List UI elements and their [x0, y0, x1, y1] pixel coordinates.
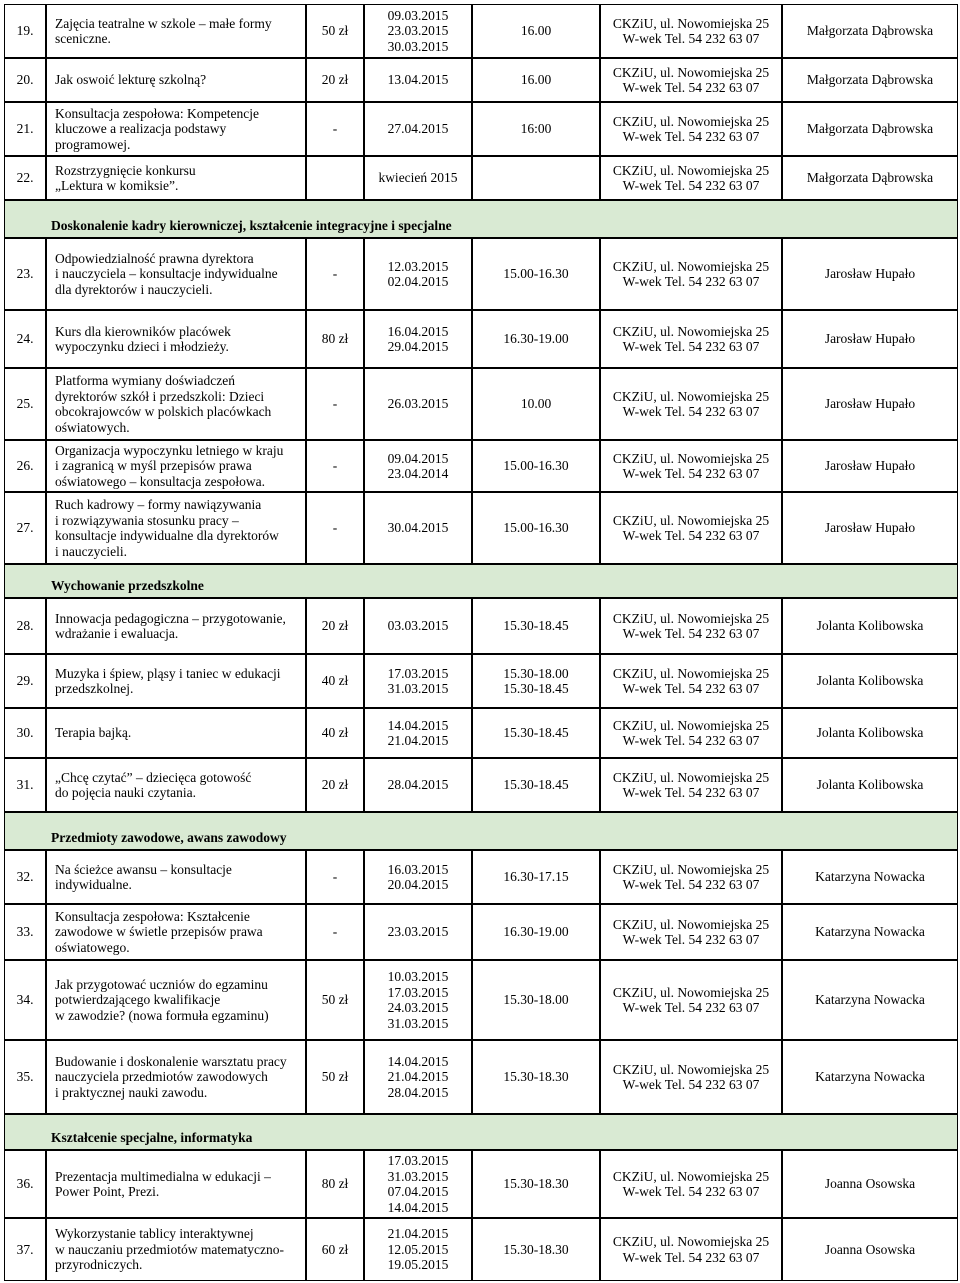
course-fee-text: 80 zł	[321, 1176, 349, 1192]
course-title-text: Kurs dla kierowników placówek wypoczynku dzieci i młodzieży.	[55, 323, 231, 354]
course-fee	[306, 1218, 364, 1281]
course-place-text: CKZiU, ul. Nowomiejska 25 W-wek Tel. 54 232 63 07	[612, 113, 770, 144]
course-fee-text: 20 zł	[321, 618, 349, 634]
course-dates-text: 30.04.2015	[387, 520, 449, 536]
course-place	[600, 1150, 782, 1218]
course-time	[472, 708, 600, 758]
course-fee-text: -	[332, 121, 338, 137]
course-place	[600, 960, 782, 1040]
course-place-text: CKZiU, ul. Nowomiejska 25 W-wek Tel. 54 232 63 07	[612, 984, 770, 1015]
course-dates	[364, 960, 472, 1040]
course-fee	[306, 4, 364, 58]
section-header	[4, 564, 958, 598]
row-number	[4, 156, 46, 200]
row-number	[4, 102, 46, 156]
course-title	[46, 1040, 306, 1114]
row-number	[4, 238, 46, 310]
course-fee	[306, 102, 364, 156]
course-place	[600, 492, 782, 564]
course-time-text: 15.30-18.30	[503, 1069, 569, 1085]
course-fee-text: 50 zł	[321, 992, 349, 1008]
course-leader	[782, 440, 958, 492]
course-dates-text: 28.04.2015	[387, 777, 449, 793]
row-number-text: 21.	[16, 121, 34, 137]
course-time-text: 16:00	[520, 121, 552, 137]
course-fee-text: -	[332, 869, 338, 885]
course-time-text: 15.00-16.30	[503, 266, 569, 282]
row-number	[4, 58, 46, 102]
course-time-text: 16.30-19.00	[503, 924, 569, 940]
course-place-text: CKZiU, ul. Nowomiejska 25 W-wek Tel. 54 232 63 07	[612, 665, 770, 696]
course-title	[46, 654, 306, 708]
course-title	[46, 850, 306, 904]
course-place	[600, 598, 782, 654]
course-place-text: CKZiU, ul. Nowomiejska 25 W-wek Tel. 54 232 63 07	[612, 388, 770, 419]
course-fee	[306, 492, 364, 564]
course-fee-text: -	[332, 520, 338, 536]
course-place	[600, 708, 782, 758]
course-leader-text: Joanna Osowska	[824, 1176, 916, 1192]
course-title-text: Wykorzystanie tablicy interaktywnej w nauczaniu przedmiotów matematyczno- przyrodniczych.	[55, 1226, 285, 1273]
course-title-text: Ruch kadrowy – formy nawiązywania i rozwiązywania stosunku pracy – konsultacje indywidualne dla dyrektorów i nauczycieli.	[55, 497, 279, 559]
course-dates-text: 17.03.2015 31.03.2015 07.04.2015 14.04.2015	[387, 1153, 449, 1215]
course-leader-text: Jolanta Kolibowska	[816, 777, 924, 793]
course-dates-text: 09.03.2015 23.03.2015 30.03.2015	[387, 7, 449, 54]
course-dates	[364, 492, 472, 564]
course-leader-text: Katarzyna Nowacka	[815, 924, 925, 940]
course-fee-text: -	[332, 266, 338, 282]
course-fee	[306, 58, 364, 102]
course-fee-text: 80 zł	[321, 331, 349, 347]
course-title-text: Innowacja pedagogiczna – przygotowanie, wdrażanie i ewaluacja.	[55, 610, 286, 641]
row-number	[4, 598, 46, 654]
course-title-text: Na ścieżce awansu – konsultacje indywidualne.	[55, 861, 232, 892]
course-leader	[782, 492, 958, 564]
course-leader	[782, 58, 958, 102]
course-title	[46, 904, 306, 960]
course-fee	[306, 1150, 364, 1218]
course-leader-text: Małgorzata Dąbrowska	[806, 23, 934, 39]
course-leader-text: Jarosław Hupało	[824, 266, 916, 282]
row-number-text: 27.	[16, 520, 34, 536]
course-dates	[364, 4, 472, 58]
section-header	[4, 1114, 958, 1150]
course-dates	[364, 904, 472, 960]
course-dates	[364, 156, 472, 200]
row-number-text: 25.	[16, 396, 34, 412]
course-time-text: 15.30-18.45	[503, 618, 569, 634]
course-time	[472, 310, 600, 368]
course-leader-text: Jarosław Hupało	[824, 520, 916, 536]
course-dates	[364, 708, 472, 758]
course-place	[600, 58, 782, 102]
course-leader	[782, 904, 958, 960]
course-leader	[782, 156, 958, 200]
course-time	[472, 598, 600, 654]
course-dates	[364, 58, 472, 102]
course-dates	[364, 1150, 472, 1218]
course-time	[472, 156, 600, 200]
course-leader	[782, 654, 958, 708]
row-number-text: 30.	[16, 725, 34, 741]
row-number	[4, 492, 46, 564]
course-title	[46, 156, 306, 200]
course-place-text: CKZiU, ul. Nowomiejska 25 W-wek Tel. 54 232 63 07	[612, 769, 770, 800]
course-fee-text: 40 zł	[321, 673, 349, 689]
course-time-text: 15.30-18.30	[503, 1176, 569, 1192]
course-dates-text: 23.03.2015	[387, 924, 449, 940]
course-fee	[306, 850, 364, 904]
course-fee	[306, 708, 364, 758]
course-dates-text: 10.03.2015 17.03.2015 24.03.2015 31.03.2015	[387, 969, 449, 1031]
course-fee	[306, 960, 364, 1040]
course-time-text: 15.30-18.00	[503, 992, 569, 1008]
course-title	[46, 960, 306, 1040]
course-place	[600, 310, 782, 368]
course-place	[600, 238, 782, 310]
row-number	[4, 850, 46, 904]
course-time-text: 10.00	[520, 396, 552, 412]
course-fee	[306, 310, 364, 368]
course-leader	[782, 102, 958, 156]
course-leader-text: Katarzyna Nowacka	[815, 869, 925, 885]
course-place-text: CKZiU, ul. Nowomiejska 25 W-wek Tel. 54 232 63 07	[612, 861, 770, 892]
course-fee-text: -	[332, 458, 338, 474]
course-dates	[364, 654, 472, 708]
course-title	[46, 758, 306, 812]
course-time	[472, 440, 600, 492]
course-dates-text: 14.04.2015 21.04.2015 28.04.2015	[387, 1053, 449, 1100]
course-title-text: Organizacja wypoczynku letniego w kraju i zagranicą w myśl przepisów prawa oświatowego – konsultacja zespołowa.	[55, 442, 284, 489]
course-leader	[782, 1218, 958, 1281]
section-header	[4, 812, 958, 850]
course-leader	[782, 1150, 958, 1218]
course-fee	[306, 758, 364, 812]
course-place	[600, 102, 782, 156]
course-leader-text: Jarosław Hupało	[824, 331, 916, 347]
course-time-text: 15.00-16.30	[503, 458, 569, 474]
course-place-text: CKZiU, ul. Nowomiejska 25 W-wek Tel. 54 232 63 07	[612, 512, 770, 543]
course-fee-text: -	[332, 924, 338, 940]
course-place	[600, 1218, 782, 1281]
course-place	[600, 654, 782, 708]
course-dates-text: 12.03.2015 02.04.2015	[387, 258, 449, 289]
row-number-text: 33.	[16, 924, 34, 940]
course-title-text: Rozstrzygnięcie konkursu „Lektura w komiksie”.	[55, 162, 196, 193]
course-place	[600, 1040, 782, 1114]
course-time	[472, 58, 600, 102]
course-leader-text: Jolanta Kolibowska	[816, 673, 924, 689]
course-time	[472, 904, 600, 960]
course-place-text: CKZiU, ul. Nowomiejska 25 W-wek Tel. 54 232 63 07	[612, 1234, 770, 1265]
row-number	[4, 310, 46, 368]
course-title	[46, 310, 306, 368]
row-number	[4, 758, 46, 812]
course-fee	[306, 1040, 364, 1114]
course-leader-text: Małgorzata Dąbrowska	[806, 72, 934, 88]
course-time	[472, 654, 600, 708]
course-fee-text: -	[332, 396, 338, 412]
course-leader	[782, 758, 958, 812]
course-place-text: CKZiU, ul. Nowomiejska 25 W-wek Tel. 54 232 63 07	[612, 1061, 770, 1092]
course-title-text: Jak przygotować uczniów do egzaminu potwierdzającego kwalifikacje w zawodzie? (nowa formuła egzaminu)	[55, 976, 269, 1023]
course-time	[472, 1040, 600, 1114]
row-number-text: 26.	[16, 458, 34, 474]
course-place-text: CKZiU, ul. Nowomiejska 25 W-wek Tel. 54 232 63 07	[612, 450, 770, 481]
course-fee-text: 60 zł	[321, 1241, 349, 1257]
course-time	[472, 960, 600, 1040]
course-dates	[364, 368, 472, 440]
course-time	[472, 758, 600, 812]
course-title-text: Terapia bajką.	[55, 725, 132, 741]
course-title	[46, 708, 306, 758]
course-dates-text: 16.03.2015 20.04.2015	[387, 861, 449, 892]
course-fee	[306, 156, 364, 200]
course-dates-text: 17.03.2015 31.03.2015	[387, 665, 449, 696]
course-dates-text: 26.03.2015	[387, 396, 449, 412]
course-dates	[364, 1040, 472, 1114]
course-leader-text: Jarosław Hupało	[824, 396, 916, 412]
course-place	[600, 850, 782, 904]
course-place-text: CKZiU, ul. Nowomiejska 25 W-wek Tel. 54 232 63 07	[612, 610, 770, 641]
course-title-text: „Chcę czytać” – dziecięca gotowość do pojęcia nauki czytania.	[55, 769, 252, 800]
course-fee-text: 20 zł	[321, 777, 349, 793]
course-title	[46, 1150, 306, 1218]
course-title-text: Prezentacja multimedialna w edukacji – Power Point, Prezi.	[55, 1168, 271, 1199]
row-number	[4, 1040, 46, 1114]
row-number-text: 31.	[16, 777, 34, 793]
course-time-text: 16.00	[520, 72, 552, 88]
course-title-text: Odpowiedzialność prawna dyrektora i nauczyciela – konsultacje indywidualne dla dyrektorów i nauczycieli.	[55, 250, 278, 297]
course-fee	[306, 368, 364, 440]
course-place-text: CKZiU, ul. Nowomiejska 25 W-wek Tel. 54 232 63 07	[612, 64, 770, 95]
course-title	[46, 4, 306, 58]
course-place	[600, 4, 782, 58]
course-dates	[364, 850, 472, 904]
course-time-text: 15.30-18.45	[503, 777, 569, 793]
course-place-text: CKZiU, ul. Nowomiejska 25 W-wek Tel. 54 232 63 07	[612, 717, 770, 748]
course-leader	[782, 238, 958, 310]
course-place	[600, 440, 782, 492]
course-title-text: Platforma wymiany doświadczeń dyrektorów szkół i przedszkoli: Dzieci obcokrajowców w polskich placówkach oświatowych.	[55, 373, 272, 435]
course-time	[472, 850, 600, 904]
course-title-text: Konsultacja zespołowa: Kompetencje kluczowe a realizacja podstawy programowej.	[55, 105, 259, 152]
course-time-text: 16.30-17.15	[503, 869, 569, 885]
row-number	[4, 440, 46, 492]
course-time	[472, 4, 600, 58]
course-time-text: 15.30-18.45	[503, 725, 569, 741]
course-time-text: 16.30-19.00	[503, 331, 569, 347]
course-dates-text: 09.04.2015 23.04.2014	[387, 450, 449, 481]
course-time	[472, 1150, 600, 1218]
course-fee-text: 50 zł	[321, 1069, 349, 1085]
course-place	[600, 368, 782, 440]
course-time	[472, 238, 600, 310]
course-leader	[782, 368, 958, 440]
course-fee	[306, 598, 364, 654]
row-number-text: 37.	[16, 1241, 34, 1257]
course-dates	[364, 598, 472, 654]
course-time	[472, 102, 600, 156]
course-dates	[364, 238, 472, 310]
course-place-text: CKZiU, ul. Nowomiejska 25 W-wek Tel. 54 232 63 07	[612, 162, 770, 193]
course-leader	[782, 960, 958, 1040]
course-dates	[364, 758, 472, 812]
course-time-text: 15.00-16.30	[503, 520, 569, 536]
course-dates-text: 14.04.2015 21.04.2015	[387, 717, 449, 748]
course-leader-text: Katarzyna Nowacka	[815, 992, 925, 1008]
row-number-text: 24.	[16, 331, 34, 347]
row-number-text: 28.	[16, 618, 34, 634]
row-number	[4, 904, 46, 960]
row-number	[4, 1218, 46, 1281]
section-header-text: Kształcenie specjalne, informatyka	[51, 1129, 253, 1145]
row-number	[4, 708, 46, 758]
course-dates-text: 13.04.2015	[387, 72, 449, 88]
course-place-text: CKZiU, ul. Nowomiejska 25 W-wek Tel. 54 232 63 07	[612, 916, 770, 947]
course-fee	[306, 238, 364, 310]
section-header	[4, 200, 958, 238]
course-title	[46, 102, 306, 156]
course-place-text: CKZiU, ul. Nowomiejska 25 W-wek Tel. 54 232 63 07	[612, 15, 770, 46]
course-leader-text: Jolanta Kolibowska	[816, 618, 924, 634]
row-number-text: 22.	[16, 170, 34, 186]
course-time-text: 16.00	[520, 23, 552, 39]
course-fee-text: 40 zł	[321, 725, 349, 741]
row-number	[4, 960, 46, 1040]
course-dates-text: 16.04.2015 29.04.2015	[387, 323, 449, 354]
course-place	[600, 156, 782, 200]
course-fee	[306, 654, 364, 708]
row-number	[4, 654, 46, 708]
course-title-text: Zajęcia teatralne w szkole – małe formy sceniczne.	[55, 15, 272, 46]
course-time	[472, 368, 600, 440]
course-dates	[364, 310, 472, 368]
course-dates-text: 27.04.2015	[387, 121, 449, 137]
course-dates	[364, 102, 472, 156]
course-fee	[306, 904, 364, 960]
course-title	[46, 598, 306, 654]
row-number-text: 23.	[16, 266, 34, 282]
course-title	[46, 238, 306, 310]
course-time-text: 15.30-18.00 15.30-18.45	[503, 665, 569, 696]
course-time-text: 15.30-18.30	[503, 1241, 569, 1257]
course-title	[46, 492, 306, 564]
course-leader-text: Katarzyna Nowacka	[815, 1069, 925, 1085]
course-leader	[782, 1040, 958, 1114]
course-place-text: CKZiU, ul. Nowomiejska 25 W-wek Tel. 54 232 63 07	[612, 258, 770, 289]
row-number-text: 34.	[16, 992, 34, 1008]
course-leader-text: Małgorzata Dąbrowska	[806, 170, 934, 186]
course-dates-text: 03.03.2015	[387, 618, 449, 634]
course-title	[46, 1218, 306, 1281]
row-number-text: 36.	[16, 1176, 34, 1192]
row-number-text: 29.	[16, 673, 34, 689]
course-title	[46, 440, 306, 492]
row-number-text: 19.	[16, 23, 34, 39]
section-header-text: Wychowanie przedszkolne	[51, 577, 204, 593]
course-leader	[782, 850, 958, 904]
course-fee	[306, 440, 364, 492]
course-leader	[782, 708, 958, 758]
row-number-text: 32.	[16, 869, 34, 885]
row-number	[4, 1150, 46, 1218]
course-title	[46, 368, 306, 440]
course-place	[600, 904, 782, 960]
course-time	[472, 1218, 600, 1281]
course-time	[472, 492, 600, 564]
course-place-text: CKZiU, ul. Nowomiejska 25 W-wek Tel. 54 232 63 07	[612, 323, 770, 354]
course-place	[600, 758, 782, 812]
section-header-text: Przedmioty zawodowe, awans zawodowy	[51, 829, 287, 845]
course-leader	[782, 4, 958, 58]
course-title-text: Budowanie i doskonalenie warsztatu pracy nauczyciela przedmiotów zawodowych i praktycznej nauki zawodu.	[55, 1053, 287, 1100]
section-header-text: Doskonalenie kadry kierowniczej, kształcenie integracyjne i specjalne	[51, 217, 452, 233]
course-dates-text: kwiecień 2015	[378, 170, 458, 186]
row-number-text: 20.	[16, 72, 34, 88]
course-dates-text: 21.04.2015 12.05.2015 19.05.2015	[387, 1226, 449, 1273]
course-leader	[782, 598, 958, 654]
course-leader-text: Jarosław Hupało	[824, 458, 916, 474]
course-title-text: Jak oswoić lekturę szkolną?	[55, 72, 207, 88]
course-fee-text: 20 zł	[321, 72, 349, 88]
course-leader-text: Jolanta Kolibowska	[816, 725, 924, 741]
course-leader-text: Joanna Osowska	[824, 1241, 916, 1257]
row-number	[4, 4, 46, 58]
course-fee-text: 50 zł	[321, 23, 349, 39]
course-title	[46, 58, 306, 102]
row-number	[4, 368, 46, 440]
course-dates	[364, 1218, 472, 1281]
course-title-text: Muzyka i śpiew, pląsy i taniec w edukacji przedszkolnej.	[55, 665, 281, 696]
course-title-text: Konsultacja zespołowa: Kształcenie zawodowe w świetle przepisów prawa oświatowego.	[55, 908, 263, 955]
course-dates	[364, 440, 472, 492]
course-leader-text: Małgorzata Dąbrowska	[806, 121, 934, 137]
course-leader	[782, 310, 958, 368]
row-number-text: 35.	[16, 1069, 34, 1085]
course-place-text: CKZiU, ul. Nowomiejska 25 W-wek Tel. 54 232 63 07	[612, 1168, 770, 1199]
